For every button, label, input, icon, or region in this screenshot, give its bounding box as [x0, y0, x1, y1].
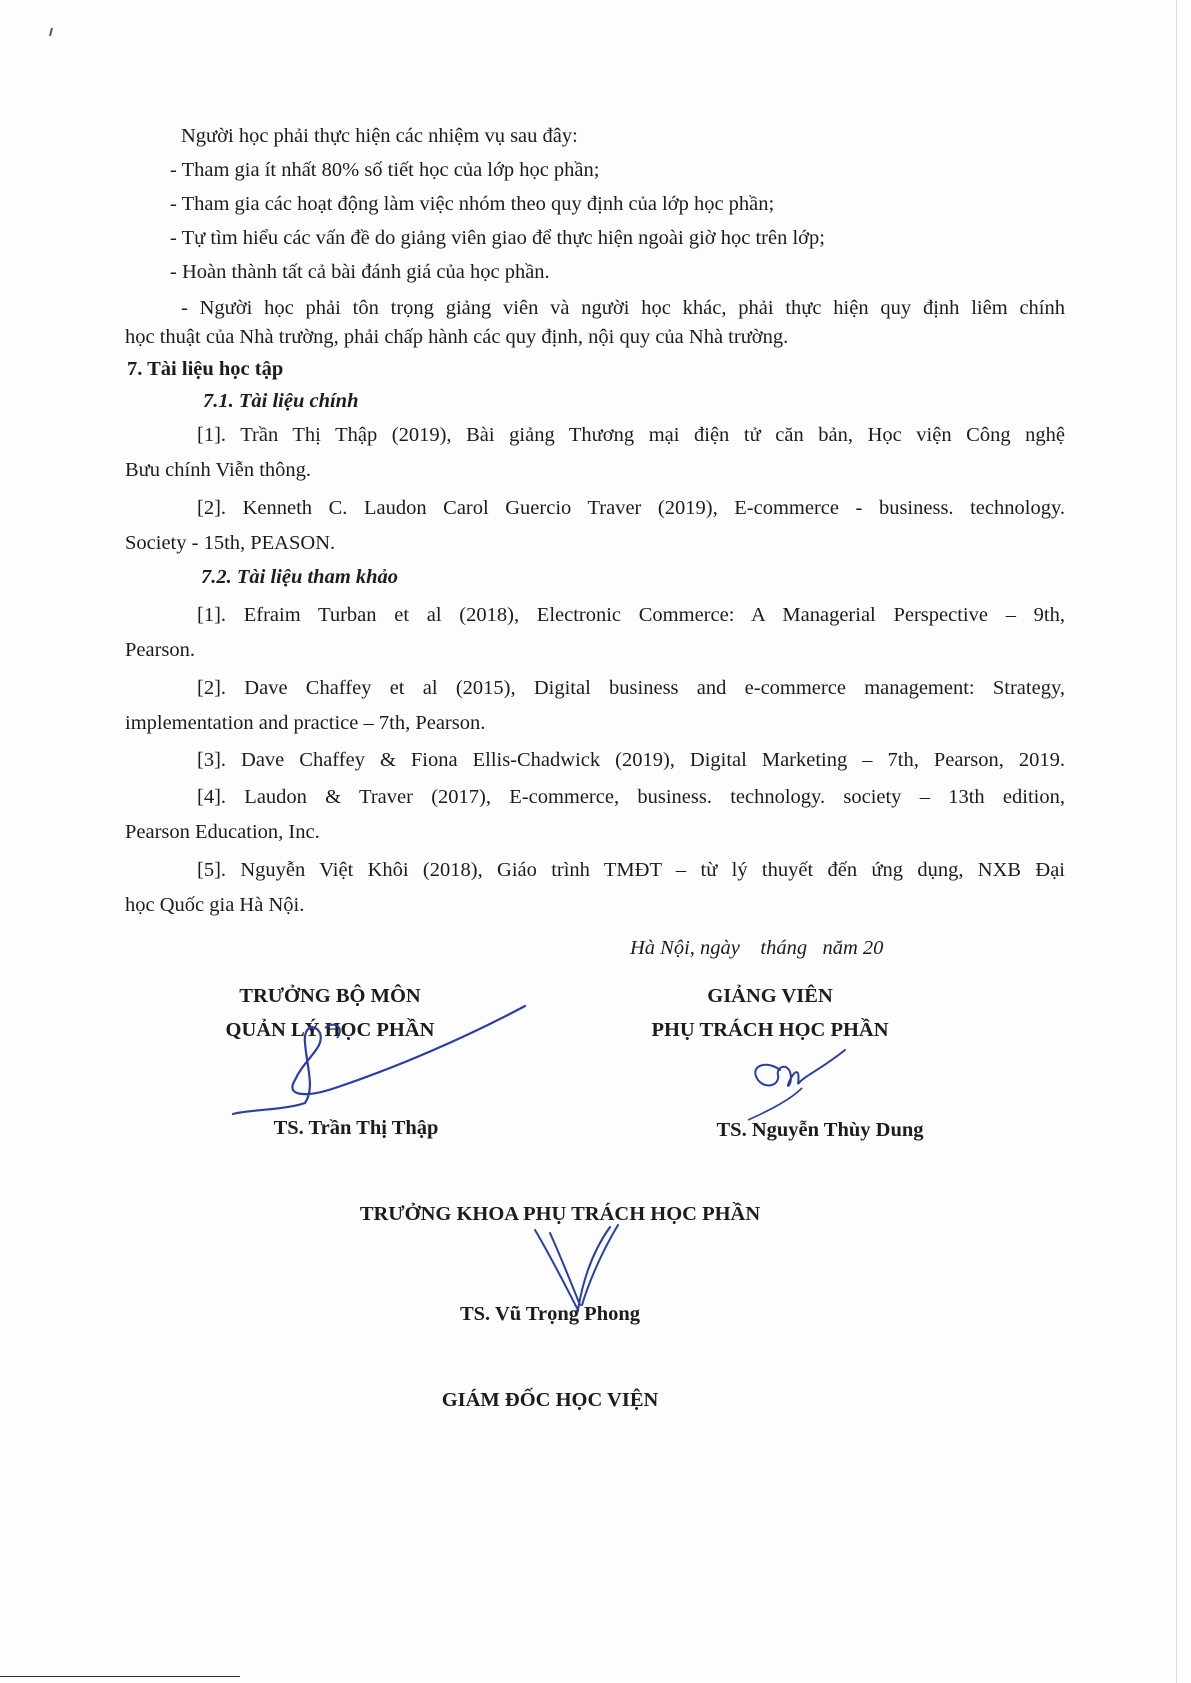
subsection-heading: 7.2. Tài liệu tham khảo — [201, 566, 399, 588]
duty-item: - Tham gia ít nhất 80% số tiết học của lớp học phần; — [170, 159, 600, 181]
section-heading: 7. Tài liệu học tập — [127, 358, 284, 380]
dept-head-title: TRƯỞNG BỘ MÔN — [239, 985, 421, 1007]
duty-item: - Tự tìm hiểu các vấn đề do giảng viên giao để thực hiện ngoài giờ học trên lớp; — [170, 227, 825, 249]
integrity-line: - Người học phải tôn trọng giảng viên và người học khác, phải thực hiện quy định liêm chính — [181, 297, 1065, 319]
scan-edge — [1176, 0, 1177, 1683]
subsection-heading: 7.1. Tài liệu chính — [203, 390, 359, 412]
reference-line: [2]. Kenneth C. Laudon Carol Guercio Traver (2019), E-commerce - business. technology. — [197, 497, 1065, 519]
reference-line: implementation and practice – 7th, Pearson. — [125, 712, 486, 734]
duty-item: - Tham gia các hoạt động làm việc nhóm theo quy định của lớp học phần; — [170, 193, 775, 215]
director-title: GIÁM ĐỐC HỌC VIỆN — [441, 1389, 659, 1411]
lecturer-title: PHỤ TRÁCH HỌC PHẦN — [651, 1019, 889, 1041]
dean-signature — [530, 1225, 640, 1315]
reference-line: [2]. Dave Chaffey et al (2015), Digital business and e-commerce management: Strategy, — [197, 677, 1065, 699]
dean-title: TRƯỞNG KHOA PHỤ TRÁCH HỌC PHẦN — [359, 1203, 761, 1225]
date-line: Hà Nội, ngày tháng năm 20 — [630, 937, 884, 959]
duties-intro: Người học phải thực hiện các nhiệm vụ sau đây: — [181, 125, 578, 147]
dean-name: TS. Vũ Trọng Phong — [459, 1303, 640, 1325]
reference-line: [1]. Efraim Turban et al (2018), Electronic Commerce: A Managerial Perspective – 9th, — [197, 604, 1065, 626]
reference-line: [4]. Laudon & Traver (2017), E-commerce, business. technology. society – 13th edition, — [197, 786, 1065, 808]
reference-line: Society - 15th, PEASON. — [125, 532, 336, 554]
reference-line: Pearson. — [125, 639, 196, 661]
lecturer-name: TS. Nguyễn Thùy Dung — [716, 1119, 924, 1141]
integrity-line: học thuật của Nhà trường, phải chấp hành các quy định, nội quy của Nhà trường. — [125, 326, 789, 348]
dept-head-signature — [225, 998, 545, 1118]
reference-line: học Quốc gia Hà Nội. — [125, 894, 305, 916]
dept-head-name: TS. Trần Thị Thập — [273, 1117, 439, 1139]
lecturer-title: GIẢNG VIÊN — [707, 985, 833, 1007]
reference-line: Pearson Education, Inc. — [125, 821, 320, 843]
lecturer-signature — [740, 1040, 860, 1130]
dept-head-title: QUẢN LÝ HỌC PHẦN — [225, 1019, 435, 1041]
duty-item: - Hoàn thành tất cả bài đánh giá của học phần. — [170, 261, 550, 283]
reference-line: [1]. Trần Thị Thập (2019), Bài giảng Thương mại điện tử căn bản, Học viện Công nghệ — [197, 424, 1065, 446]
reference-line: [5]. Nguyễn Việt Khôi (2018), Giáo trình TMĐT – từ lý thuyết đến ứng dụng, NXB Đại — [197, 859, 1065, 881]
reference-line: Bưu chính Viễn thông. — [125, 459, 312, 481]
scan-mark — [49, 28, 53, 36]
reference-line: [3]. Dave Chaffey & Fiona Ellis-Chadwick (2019), Digital Marketing – 7th, Pearson, 2019. — [197, 749, 1065, 771]
footnote-rule — [0, 1676, 240, 1677]
